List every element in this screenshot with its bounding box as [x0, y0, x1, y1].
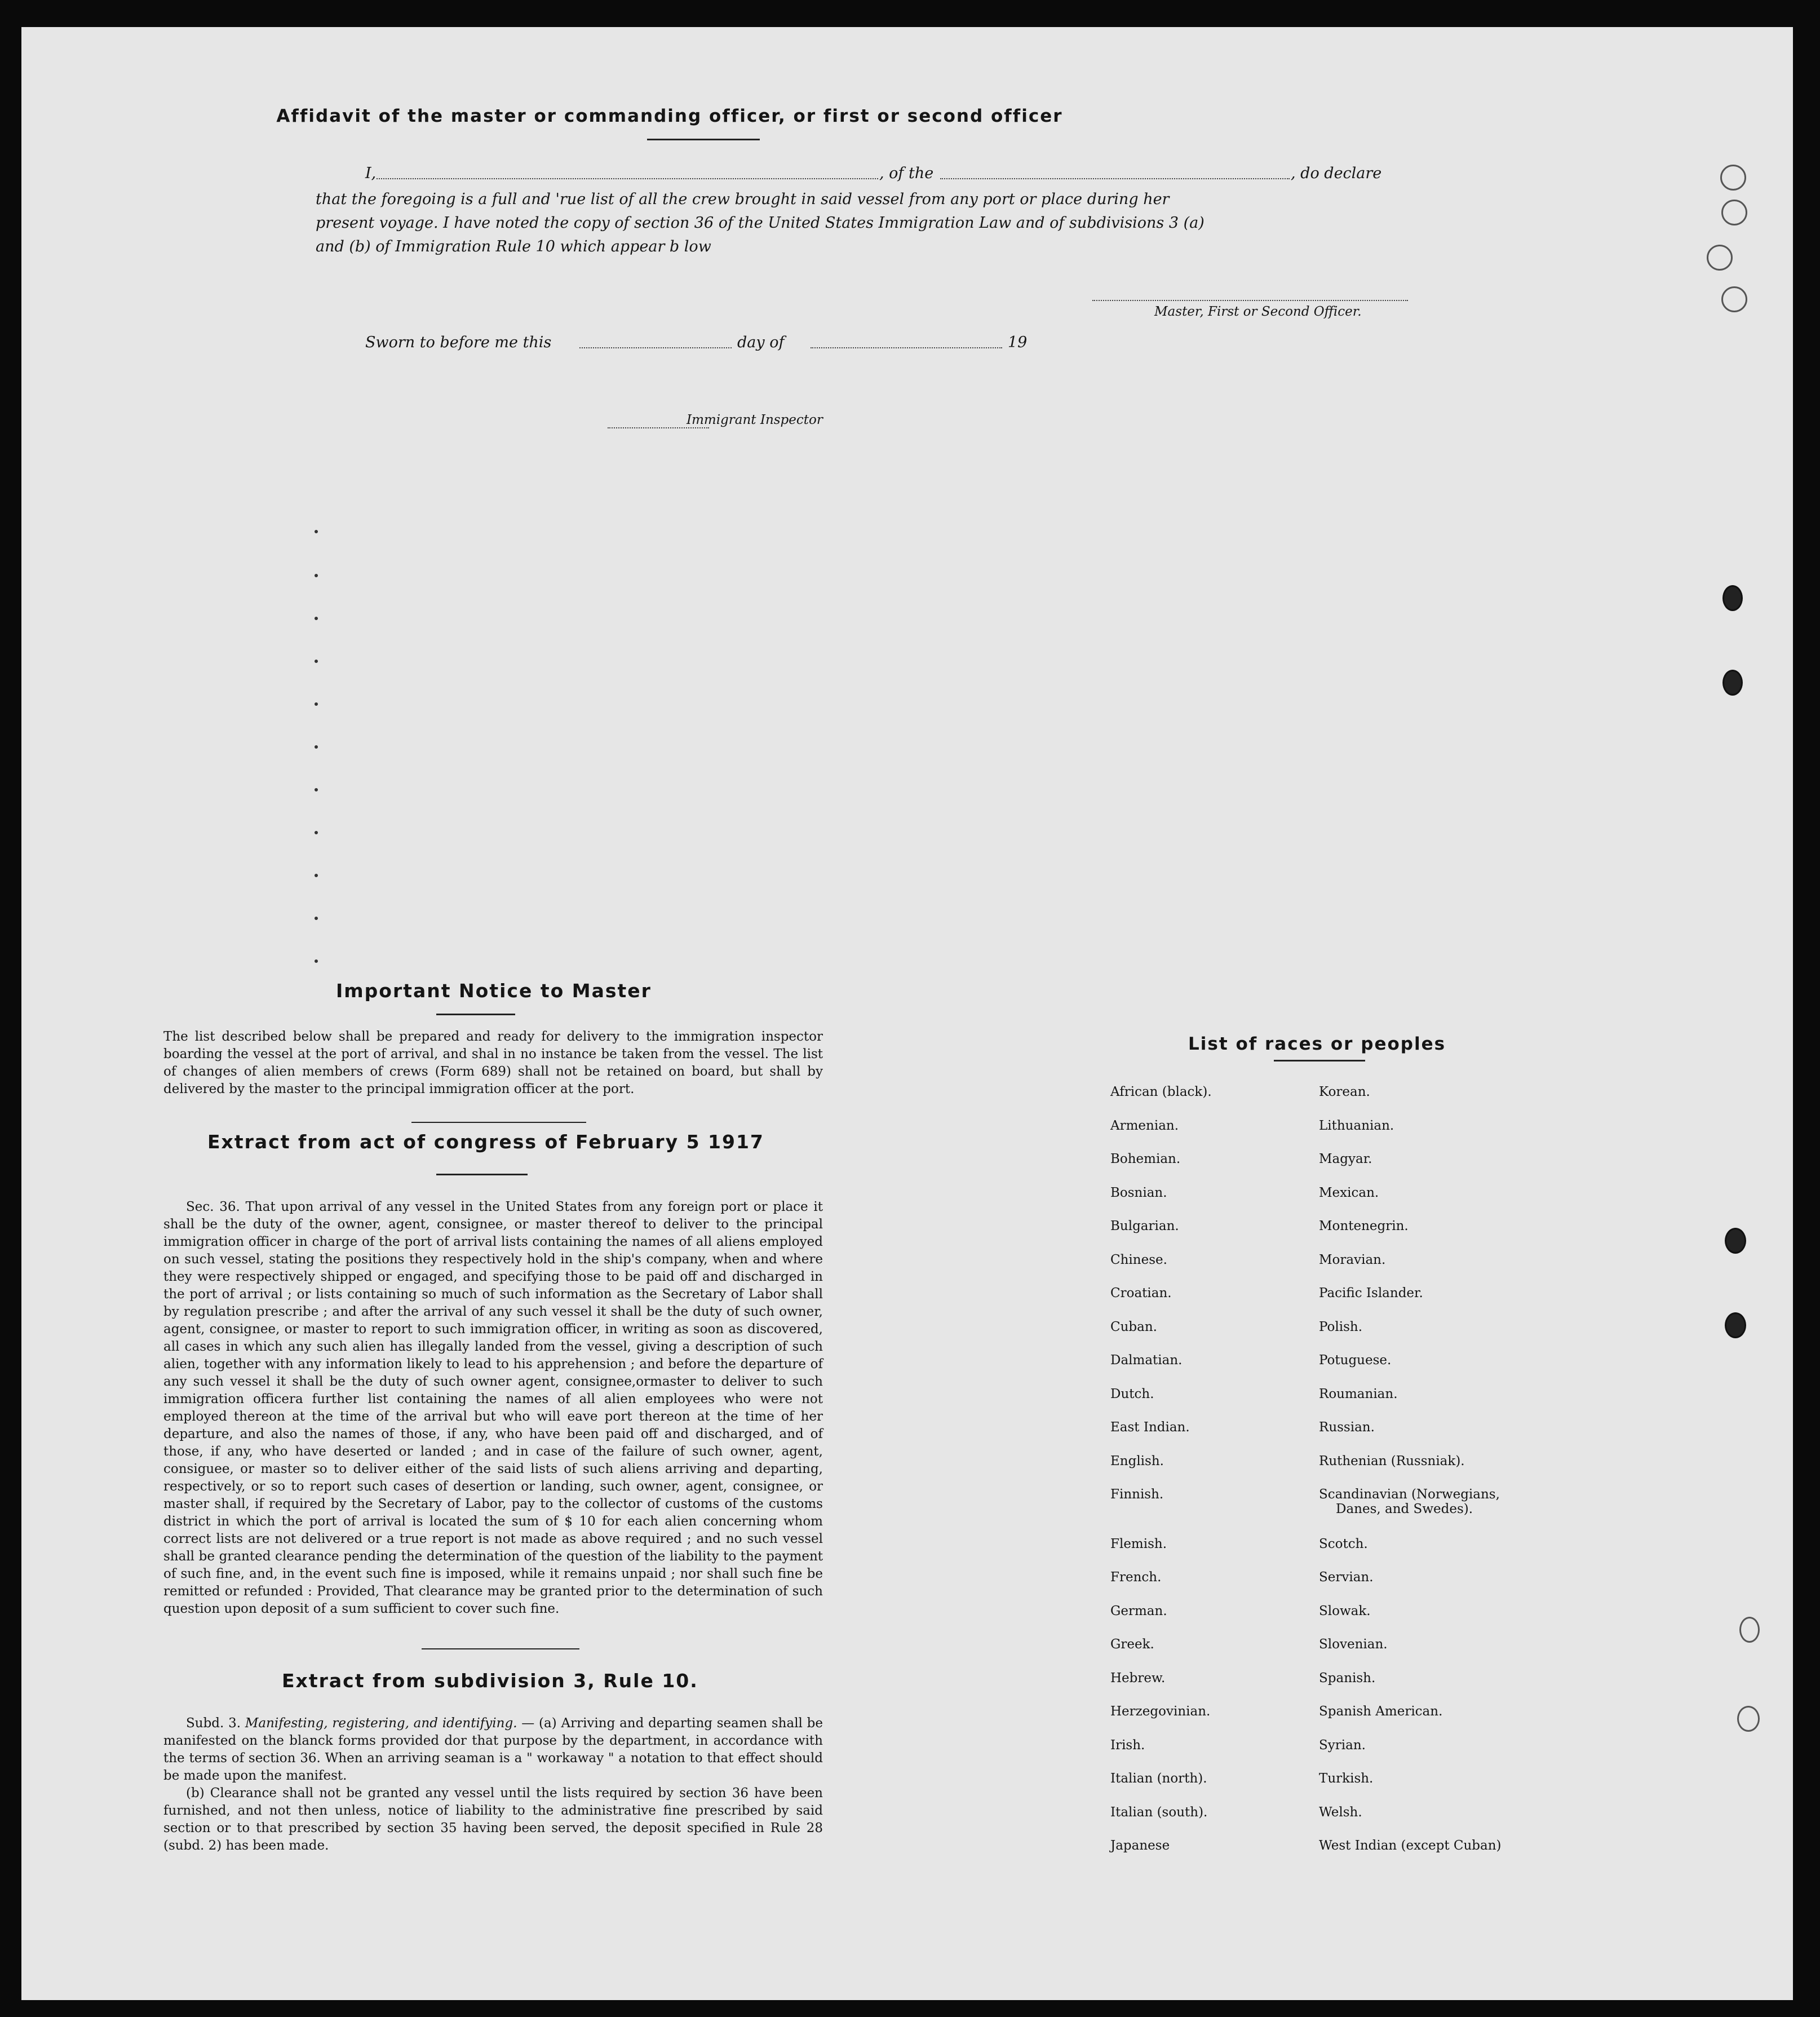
punch-hole	[1737, 1706, 1760, 1732]
affidavit-line-1: that the foregoing is a full and 'rue list of all the crew brought in said vessel from any port or place during her	[316, 191, 1170, 208]
race-item: Chinese.	[1110, 1252, 1167, 1267]
punch-hole	[1721, 200, 1747, 225]
race-item: Dutch.	[1110, 1386, 1154, 1401]
divider	[411, 1122, 586, 1123]
races-title: List of races or peoples	[1188, 1034, 1446, 1054]
race-item: Bohemian.	[1110, 1152, 1181, 1166]
document-page	[21, 27, 1793, 2000]
divider	[436, 1014, 515, 1015]
race-item: Bosnian.	[1110, 1185, 1167, 1200]
race-item: Herzegovinian.	[1110, 1704, 1211, 1719]
race-item: Bulgarian.	[1110, 1219, 1179, 1233]
race-item: Dalmatian.	[1110, 1353, 1183, 1368]
punch-hole	[1722, 670, 1743, 696]
extract-rule-title: Extract from subdivision 3, Rule 10.	[282, 1670, 698, 1692]
race-item: Syrian.	[1319, 1737, 1366, 1753]
extract-act-title: Extract from act of congress of February 5 1917	[207, 1131, 764, 1153]
race-item: French.	[1110, 1570, 1162, 1585]
race-item: Slowak.	[1319, 1603, 1371, 1618]
race-item: African (black).	[1110, 1085, 1212, 1099]
race-item: Montenegrin.	[1319, 1219, 1409, 1233]
race-item: German.	[1110, 1603, 1167, 1618]
dot-mark	[315, 617, 318, 620]
punch-hole	[1739, 1617, 1760, 1643]
punch-hole	[1720, 165, 1746, 191]
extract-act-text: Sec. 36. That upon arrival of any vessel in the United States from any foreign port or place it shall be the duty of the owner, agent, consignee, or master thereof to deliver to the principal immigration officer in charge of the port of arrival lists containing the names of all aliens employed on such vessel, stating the positions they respectively hold in the ship's company, when and where they were respectively shipped or engaged, and specifying those to be paid off and discharged in the port of arrival ; or lists containing so much of such information as the Secretary of Labor shall by regulation prescribe ; and after the arrival of any such vessel it shall be the duty of such owner, agent, consignee, or master to report to such immigration officer, in writing as soon as discovered, all cases in which any such alien has illegally landed from the vessel, giving a description of such alien, together with any information likely to lead to his apprehension ; and before the departure of any such vessel it shall be the duty of such owner agent, consignee,ormaster to deliver to such immigration officera further list containing the names of all alien employees who were not employed thereon at the time of the arrival but who will eave port thereon at the time of her departure, and also the names of those, if any, who have been paid off and discharged, and of those, if any, who have deserted or landed ; and in case of the failure of such owner, agent, consiguee, or master so to deliver either of the said lists of such aliens arriving and departing, respectively, or so to report such cases of desertion or landing, such owner, agent, consignee, or master shall, if required by the Secretary of Labor, pay to the collector of customs of the customs district in which the port of arrival is located the sum of $ 10 for each alien concerning whom correct lists are not delivered or a true report is not made as above required ; and no such vessel shall be granted clearance pending the determination of the question of the liability to the payment of such fine, and, in the event such fine is imposed, while it remains unpaid ; nor shall such fine be remitted or refunded : Provided, That clearance may be granted prior to the determination of such question upon deposit of a sum sufficient to cover such fine.	[163, 1200, 823, 1616]
race-item: English.	[1110, 1453, 1164, 1468]
race-item: Ruthenian (Russniak).	[1319, 1453, 1465, 1468]
race-item: Moravian.	[1319, 1252, 1386, 1267]
race-item: Potuguese.	[1319, 1353, 1392, 1368]
race-item: Turkish.	[1319, 1771, 1374, 1786]
race-item: Hebrew.	[1110, 1670, 1166, 1686]
race-item: Spanish American.	[1319, 1704, 1443, 1719]
sworn-day-line	[579, 347, 732, 348]
race-item: Slovenian.	[1319, 1637, 1388, 1652]
affidavit-line-3: and (b) of Immigration Rule 10 which appear b low	[316, 238, 711, 255]
dot-mark	[315, 788, 318, 791]
affidavit-i-label: I,	[365, 165, 377, 182]
race-item: Welsh.	[1319, 1804, 1362, 1820]
affidavit-line-2: present voyage. I have noted the copy of section 36 of the United States Immigration Law and of subdivisions 3 (a)	[316, 214, 1205, 232]
inspector-caption: Immigrant Inspector	[687, 413, 823, 427]
notice-text: The list described below shall be prepared and ready for delivery to the immigration inspector boarding the vessel at the port of arrival, and shal in no instance be taken from the vessel. The list of changes of alien members of crews (Form 689) shall not be retained on board, but shall by delivered by the master to the principal immigration officer at the port.	[163, 1029, 823, 1096]
year-label: 19	[1008, 334, 1028, 351]
race-item: Flemish.	[1110, 1536, 1167, 1551]
dot-mark	[315, 917, 318, 920]
race-item: Italian (north).	[1110, 1771, 1207, 1786]
dot-mark	[315, 530, 318, 533]
signature-caption: Master, First or Second Officer.	[1154, 304, 1362, 319]
notice-title: Important Notice to Master	[336, 980, 652, 1002]
race-item: Mexican.	[1319, 1185, 1379, 1200]
affidavit-title: Affidavit of the master or commanding officer, or first or second officer	[276, 106, 1063, 126]
race-item: Italian (south).	[1110, 1804, 1208, 1820]
race-item: Finnish.	[1110, 1487, 1164, 1502]
race-item: Cuban.	[1110, 1319, 1157, 1334]
sworn-month-line	[811, 347, 1002, 348]
race-item: Scotch.	[1319, 1536, 1368, 1551]
race-item: Korean.	[1319, 1085, 1370, 1099]
inspector-signature-line	[608, 427, 709, 428]
race-item: West Indian (except Cuban)	[1319, 1838, 1502, 1853]
subdivision-lead: Subd. 3.	[186, 1716, 241, 1731]
day-of-label: day of	[737, 334, 785, 351]
race-item: Magyar.	[1319, 1152, 1372, 1166]
affidavit-declare-label: , do declare	[1291, 165, 1382, 182]
dot-mark	[315, 702, 318, 706]
dot-mark	[315, 874, 318, 877]
race-item: East Indian.	[1110, 1420, 1190, 1435]
subdivision-a-text: — (a) Arriving and departing seamen shall be manifested on the blanck forms provided dor that purpose by the department, in accordance with the terms of section 36. When an arriving seaman is a " workaway " a notation to that effect should be made upon the manifest.	[163, 1716, 823, 1783]
punch-hole	[1725, 1228, 1746, 1254]
divider	[436, 1174, 528, 1175]
signature-line	[1092, 300, 1408, 301]
vessel-field-line	[940, 178, 1290, 179]
subdivision-heading: Manifesting, registering, and identifying.	[245, 1716, 517, 1731]
race-item: Irish.	[1110, 1737, 1145, 1753]
affidavit-of-the-label: , of the	[879, 165, 934, 182]
race-item: Armenian.	[1110, 1118, 1179, 1133]
race-item: Roumanian.	[1319, 1386, 1398, 1401]
punch-hole	[1707, 245, 1733, 271]
dot-mark	[315, 745, 318, 749]
race-item: Polish.	[1319, 1319, 1363, 1334]
punch-hole	[1722, 585, 1743, 611]
race-item: Croatian.	[1110, 1286, 1172, 1301]
race-item: Servian.	[1319, 1570, 1374, 1585]
punch-hole	[1721, 286, 1747, 312]
dot-mark	[315, 574, 318, 577]
sworn-label: Sworn to before me this	[365, 334, 552, 351]
race-item: Scandinavian (Norwegians,	[1319, 1487, 1500, 1502]
extract-rule-para-b: (b) Clearance shall not be granted any vessel until the lists required by section 36 have been furnished, and not then unless, notice of liability to the administrative fine prescribed by said section or to that prescribed by section 35 having been served, the deposit specified in Rule 28 (subd. 2) has been made.	[163, 1786, 823, 1853]
name-field-line	[377, 178, 878, 179]
dot-mark	[315, 660, 318, 663]
extract-rule-para-a	[163, 1715, 823, 1785]
race-item: Japanese	[1110, 1838, 1170, 1853]
divider	[1274, 1060, 1365, 1061]
dot-mark	[315, 959, 318, 963]
race-item: Lithuanian.	[1319, 1118, 1394, 1133]
race-item: Greek.	[1110, 1637, 1154, 1652]
race-item-continued: Danes, and Swedes).	[1336, 1502, 1473, 1516]
punch-hole	[1725, 1312, 1746, 1338]
divider	[647, 139, 760, 140]
race-item: Spanish.	[1319, 1670, 1376, 1686]
dot-mark	[315, 831, 318, 834]
race-item: Pacific Islander.	[1319, 1286, 1423, 1301]
divider	[422, 1648, 579, 1649]
race-item: Russian.	[1319, 1420, 1375, 1435]
